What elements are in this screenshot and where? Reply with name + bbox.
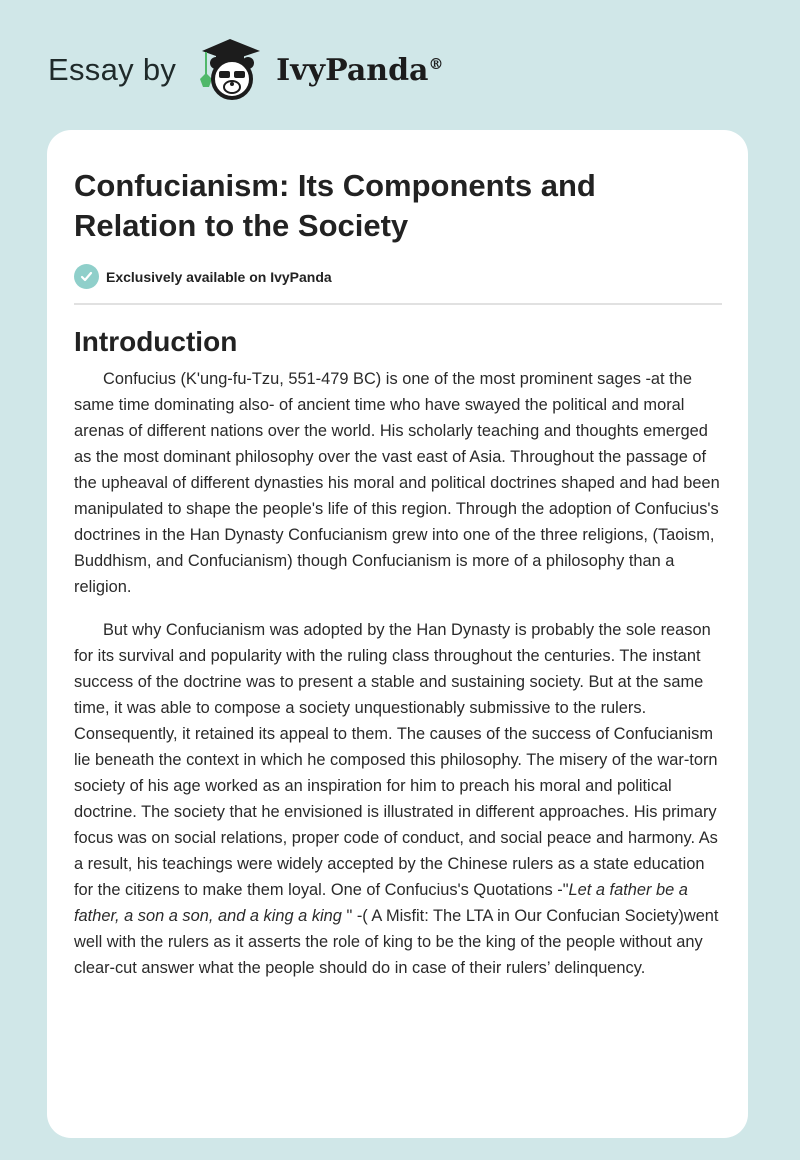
essay-by-label: Essay by xyxy=(48,52,177,87)
brand-text: IvyPanda xyxy=(276,52,429,88)
paragraph xyxy=(74,617,726,981)
check-icon xyxy=(74,264,99,289)
paragraph: Confucius (K'ung-fu-Tzu, 551-479 BC) is one of the most prominent sages -at the same time dominating also- of ancient time who have swayed the political and moral arenas of different nations over the world. His scholarly teaching and thoughts emerged as the most dominant philosophy over the vast east of Asia. Throughout the passage of the upheaval of different dynasties his moral and political doctrines shaped and had been manipulated to shape the people's life of this region. Through the adoption of Confucius's doctrines in the Han Dynasty Confucianism grew into one of the three religions, (Taoism, Buddhism, and Confucianism) though Confucianism is more of a philosophy than a religion. xyxy=(74,370,720,596)
paragraph-text: But why Confucianism was adopted by the Han Dynasty is probably the sole reason for its survival and popularity with the ruling class throughout the centuries. The instant success of the doctrine was to present a stable and sustaining society. But at the same time, it was able to compose a society unquestionably submissive to the rulers. Consequently, it retained its appeal to them. The causes of the success of Confucianism lie beneath the context in which he composed this philosophy. The misery of the war-torn society of his age worked as an inspiration for him to preach his moral and political doctrine. The society that he envisioned is illustrated in different approaches. His primary focus was on social relations, proper code of conduct, and social peace and harmony. As a result, his teachings were widely accepted by the Chinese rulers as a state education for the citizens to make them loyal. One of Confucius's Quotations -" xyxy=(74,621,718,899)
brand-name xyxy=(276,53,443,88)
divider xyxy=(74,303,722,305)
badge-text: Exclusively available on IvyPanda xyxy=(106,268,332,285)
essay-body xyxy=(74,366,726,998)
quotation: Let a father be a father, a son a son, and a king a king xyxy=(74,881,688,925)
paragraph-text: " -( A Misfit: The LTA in Our Confucian Society)went well with the rulers as it asserts the role of king to be the king of the people without any clear-cut answer what the people should do in case of their rulers’ delinquency. xyxy=(74,907,719,977)
page-title: Confucianism: Its Components and Relation to the Society xyxy=(74,168,596,243)
essay-card xyxy=(47,130,748,1138)
exclusive-badge xyxy=(74,264,332,289)
panda-logo-icon[interactable] xyxy=(196,35,266,106)
section-heading: Introduction xyxy=(74,326,238,357)
registered-mark: ® xyxy=(428,54,444,73)
site-header xyxy=(48,30,444,110)
